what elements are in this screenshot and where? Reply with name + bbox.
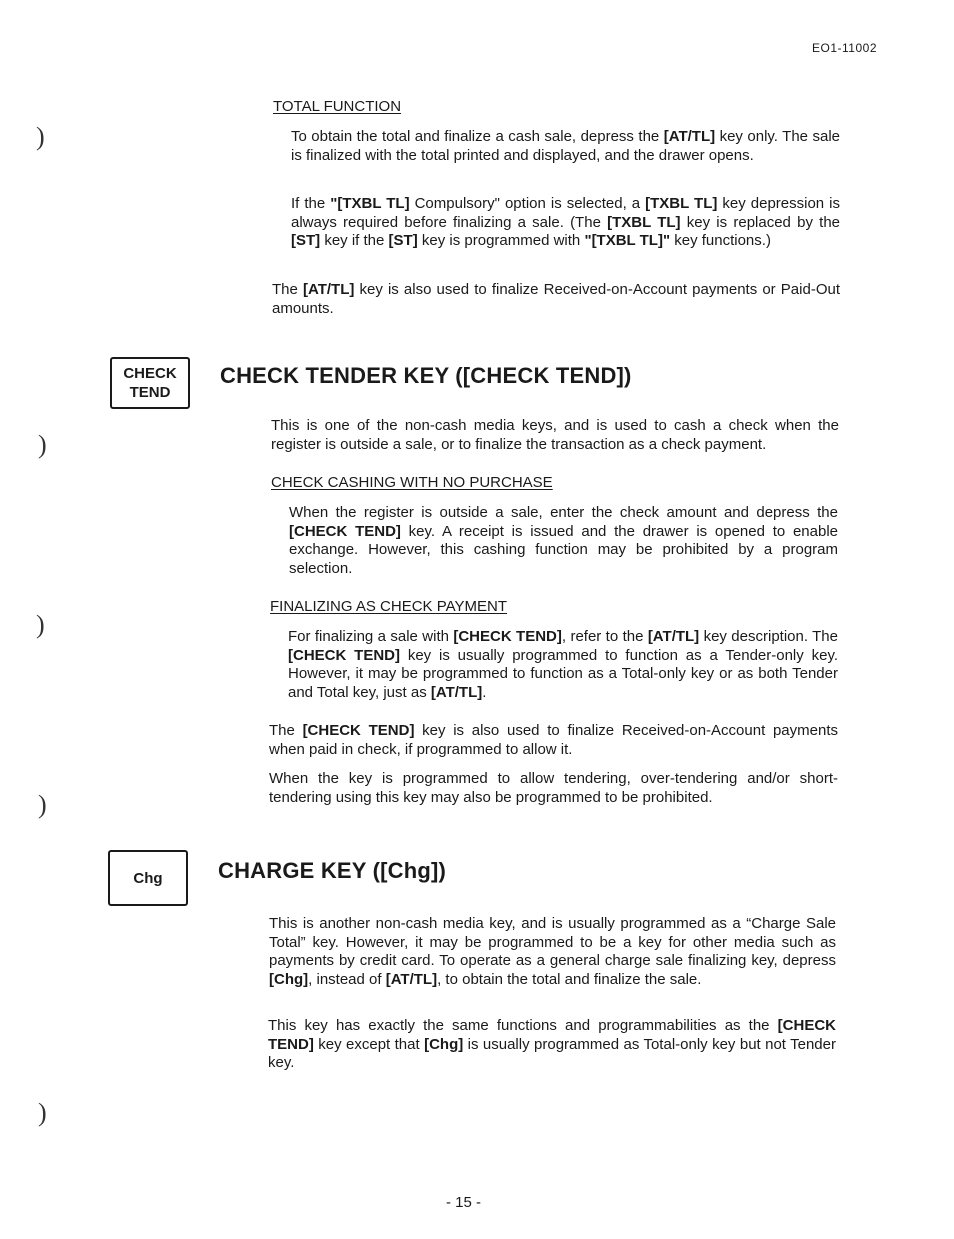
text-run: Compulsory" option is selected, a — [409, 195, 646, 212]
text-run: The — [272, 281, 303, 298]
text-run: When the key is programmed to allow tendering, over-tendering and/or short-tendering using this key may also be programmed to be prohibited. — [269, 770, 838, 806]
key-reference: [Chg] — [269, 970, 309, 988]
total-function-paragraph-3 — [272, 281, 840, 318]
key-reference: "[TXBL TL] — [330, 195, 410, 212]
key-reference: [AT/TL] — [385, 970, 438, 988]
total-function-paragraph-1 — [291, 128, 840, 165]
key-reference: [CHECK TEND] — [289, 522, 401, 540]
text-run: key is also used to finalize Received-on-Account payments or Paid-Out amounts. — [272, 281, 841, 317]
text-run: key is replaced by the — [680, 213, 841, 231]
binder-hole-mark: ) — [36, 610, 45, 639]
check-tend-key-line-1: CHECK — [123, 365, 177, 382]
check-tender-heading: CHECK TENDER KEY ([CHECK TEND]) — [220, 363, 632, 388]
text-run: The — [269, 722, 303, 739]
text-run: key if the — [320, 232, 389, 250]
total-function-paragraph-2 — [291, 195, 840, 251]
charge-key-paragraph-1 — [269, 915, 836, 989]
document-id: EO1-11002 — [812, 41, 877, 55]
text-run: , instead of — [308, 970, 386, 988]
finalizing-check-subheading: FINALIZING AS CHECK PAYMENT — [270, 598, 507, 615]
check-tender-over-tender-paragraph — [269, 770, 838, 807]
text-run: key description. The — [699, 628, 838, 645]
key-reference: [AT/TL] — [647, 628, 700, 645]
check-cashing-paragraph — [289, 504, 838, 578]
text-run: This is another non-cash media key, and is usually programmed as a “Charge Sale Total” key. However, it may be programmed to be a key for other media such as payments by credit card. To operate as a general charge sale finalizing key, depress — [269, 915, 836, 970]
charge-key-heading: CHARGE KEY ([Chg]) — [218, 858, 447, 883]
key-reference: [ST] — [291, 232, 321, 250]
text-run: For finalizing a sale with — [288, 628, 454, 645]
key-reference: [AT/TL] — [302, 281, 355, 298]
text-run: This is one of the non-cash media keys, and is used to cash a check when the register is outside a sale, or to finalize the transaction as a check payment. — [271, 417, 839, 453]
check-tender-roa-paragraph — [269, 722, 838, 759]
text-run: This key has exactly the same functions and programmabilities as the — [268, 1017, 778, 1034]
text-run: key. A receipt is issued and the drawer is opened to enable exchange. However, this cashing function may be prohibited by a program selection. — [289, 522, 838, 577]
check-tend-key-icon — [110, 357, 190, 409]
binder-hole-mark: ) — [36, 122, 45, 151]
text-run: is usually programmed as Total-only key but not Tender key. — [268, 1035, 836, 1072]
text-run: To obtain the total and finalize a cash sale, depress the — [291, 128, 664, 145]
text-run: , refer to the — [561, 628, 648, 645]
text-run: key is usually programmed to function as a Tender-only key. However, it may be programmed to function as a Total-only key or as both Tender and Total key, just as — [288, 646, 838, 701]
key-reference: "[TXBL TL]" — [584, 232, 671, 250]
charge-key-paragraph-2 — [268, 1017, 836, 1073]
binder-hole-mark: ) — [38, 1098, 47, 1127]
text-run: key is programmed with — [417, 232, 585, 250]
finalizing-check-paragraph — [288, 628, 838, 702]
key-reference: [CHECK TEND] — [268, 1017, 836, 1053]
text-run: When the register is outside a sale, enter the check amount and depress the — [289, 504, 838, 521]
binder-hole-mark: ) — [38, 790, 47, 819]
key-reference: [AT/TL] — [663, 128, 716, 145]
total-function-subheading: TOTAL FUNCTION — [273, 98, 402, 115]
page-number: - 15 - — [446, 1194, 482, 1211]
chg-key-label: Chg — [133, 869, 163, 887]
key-reference: [CHECK TEND] — [302, 722, 415, 739]
text-run: key is also used to finalize Received-on-Account payments when paid in check, if programmed to allow it. — [269, 722, 839, 758]
text-run: key only. The sale is finalized with the total printed and displayed, and the drawer opens. — [291, 128, 840, 164]
text-run: key except that — [313, 1035, 425, 1053]
text-run: If the — [291, 195, 331, 212]
check-tender-intro — [271, 417, 839, 454]
check-tend-key-line-2: TEND — [129, 384, 171, 401]
key-reference: [TXBL TL] — [645, 195, 718, 212]
check-cashing-subheading: CHECK CASHING WITH NO PURCHASE — [271, 474, 553, 491]
key-reference: [CHECK TEND] — [453, 628, 562, 645]
text-run: key functions.) — [670, 232, 771, 250]
text-run: . — [482, 683, 487, 701]
key-reference: [CHECK TEND] — [288, 646, 400, 664]
text-run: , to obtain the total and finalize the sale. — [437, 970, 702, 988]
binder-hole-mark: ) — [38, 430, 47, 459]
key-reference: [AT/TL] — [430, 683, 483, 701]
chg-key-icon — [108, 850, 188, 906]
key-reference: [Chg] — [424, 1035, 464, 1053]
key-reference: [TXBL TL] — [607, 213, 681, 231]
key-reference: [ST] — [388, 232, 418, 250]
text-run: key depression is always required before finalizing a sale. (The — [291, 195, 840, 231]
